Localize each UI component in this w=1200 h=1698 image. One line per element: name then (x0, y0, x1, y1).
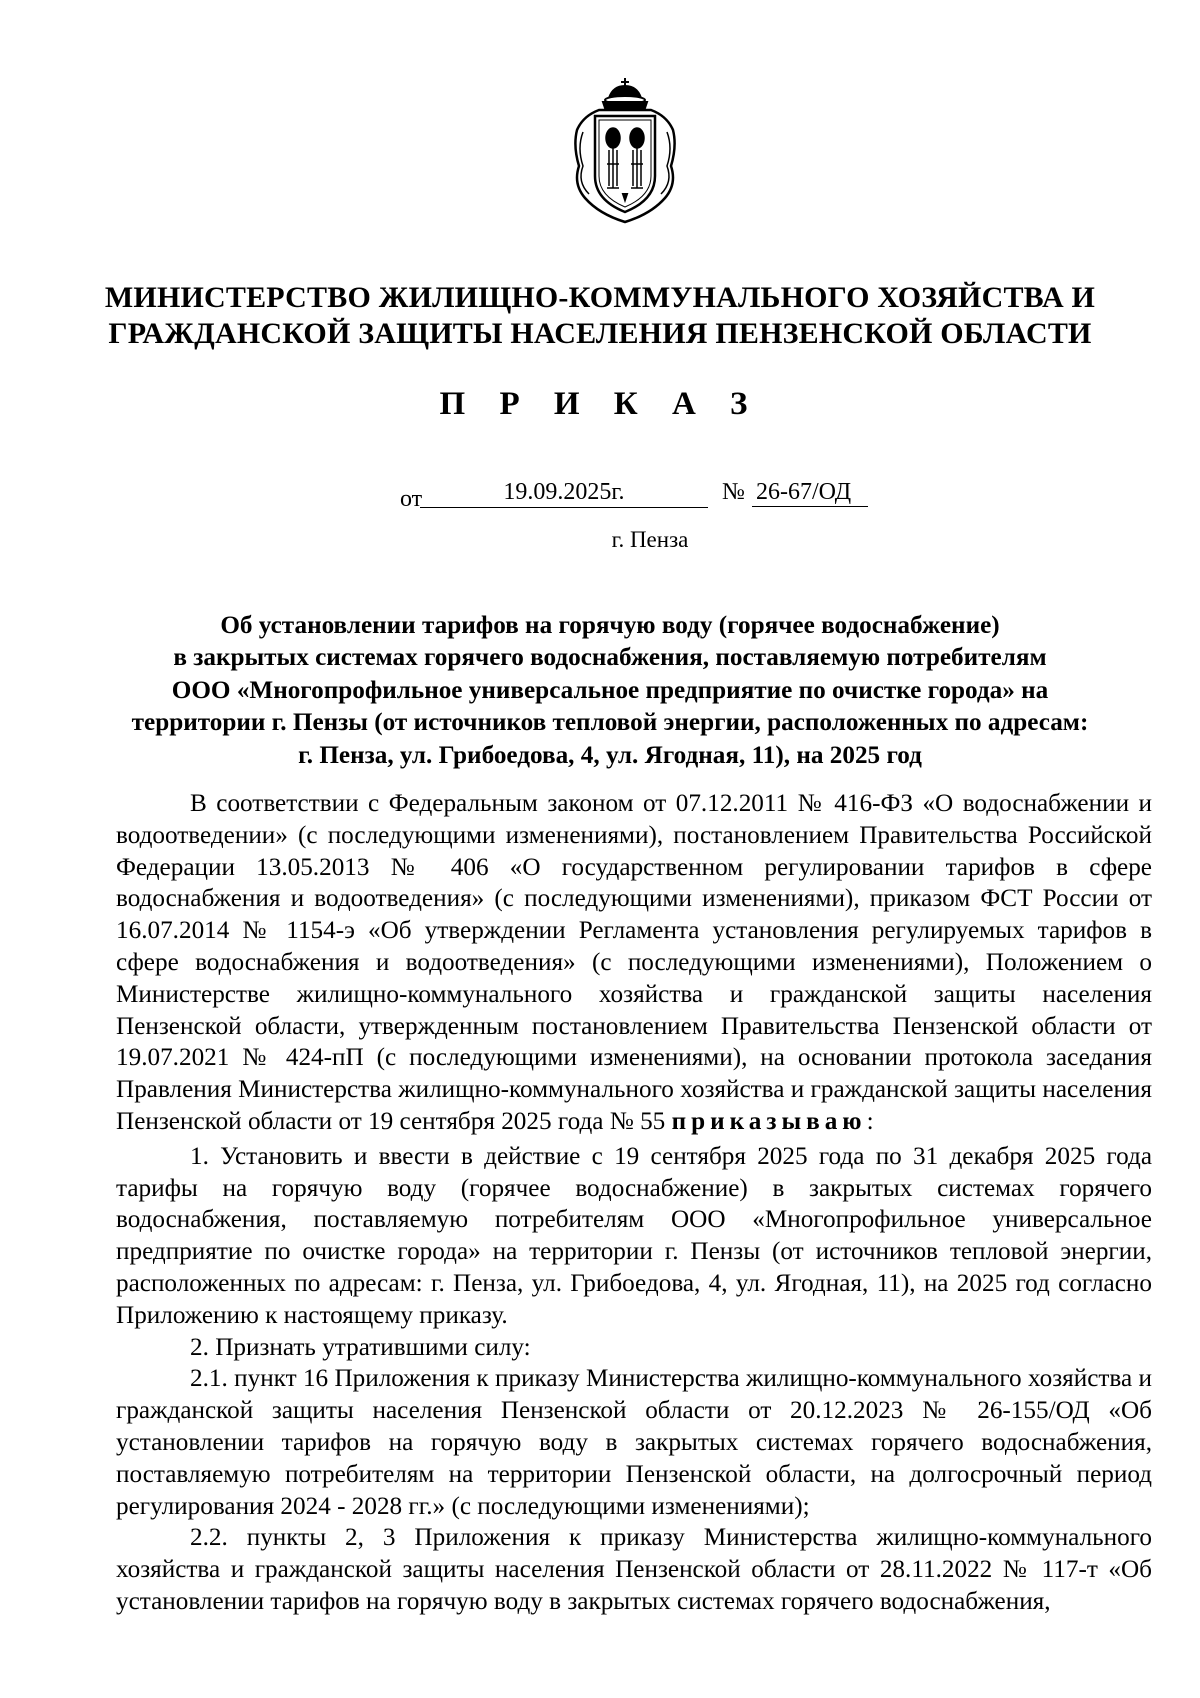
document-type-title: П Р И К А З (439, 386, 761, 422)
subject-line: Об установлении тарифов на горячую воду (горячее водоснабжение) (220, 612, 1000, 639)
subject-line: г. Пенза, ул. Грибоедова, 4, ул. Ягодная, 11), на 2025 год (298, 741, 922, 769)
ministry-name (100, 280, 1100, 352)
ministry-name-line1: МИНИСТЕРСТВО ЖИЛИЩНО-КОММУНАЛЬНОГО ХОЗЯЙСТВА И (104, 281, 1096, 314)
order-number: 26-67/ОД (752, 477, 868, 507)
paragraph-item-2-2: 2.2. пункты 2, 3 Приложения к приказу Министерства жилищно-коммунального хозяйства и гражданской защиты населения Пензенской области от 28.11.2022 № 117-т «Об установлении тарифов на горячую воду в закрытых системах горячего водоснабжения, (116, 1524, 1152, 1615)
preamble-text: В соответствии с Федеральным законом от 07.12.2011 № 416-ФЗ «О водоснабжении и водоотведении» (с последующими изменениями), постановлением Правительства Российской Федерации 13.05.2013 № 406 «О государственном регулировании тарифов в сфере водоснабжения и водоотведения» (с последующими изменениями), приказом ФСТ России от 16.07.2014 № 1154-э «Об утверждении Регламента установления регулируемых тарифов в сфере водоснабжения и водоотведения» (с последующими изменениями), Положением о Министерстве жилищно-коммунального хозяйства и гражданской защиты населения Пензенской области, утвержденным постановлением Правительства Пензенской области от 19.07.2021 № 424-пП (с последующими изменениями), на основании протокола заседания Правления Министерства жилищно-коммунального хозяйства и гражданской защиты населения Пензенской области от 19 сентября 2025 года № 55 (116, 790, 1152, 1135)
city: г. Пенза (611, 527, 689, 552)
subject-line: территории г. Пензы (от источников тепловой энергии, расположенных по адресам: (131, 709, 1089, 737)
order-word: приказываю (671, 1107, 867, 1135)
paragraph-item-2: 2. Признать утратившими силу: (190, 1333, 531, 1361)
preamble-paragraph (116, 788, 1152, 1138)
subject-line: ООО «Многопрофильное универсальное предприятие по очистке города» на (171, 676, 1049, 704)
date-prefix: от (400, 486, 423, 512)
order-body (116, 788, 1152, 1618)
paragraph-item-1: 1. Установить и ввести в действие с 19 сентября 2025 года по 31 декабря 2025 года тарифы на горячую воду (горячее водоснабжение) в закрытых системах горячего водоснабжения, поставляемую потребителям ООО «Многопрофильное универсальное предприятие по очистке города» на территории г. Пензы (от источников тепловой энергии, расположенных по адресам: г. Пенза, ул. Грибоедова, 4, ул. Ягодная, 11), на 2025 год согласно Приложению к настоящему приказу. (116, 1142, 1152, 1329)
ministry-name-line2: ГРАЖДАНСКОЙ ЗАЩИТЫ НАСЕЛЕНИЯ ПЕНЗЕНСКОЙ ОБЛАСТИ (108, 317, 1092, 350)
subject-line: в закрытых системах горячего водоснабжения, поставляемую потребителям (173, 644, 1047, 672)
number-sign: № (722, 479, 745, 505)
order-subject (110, 610, 1110, 772)
coat-of-arms-icon (565, 76, 685, 226)
paragraph-item-2-1: 2.1. пункт 16 Приложения к приказу Министерства жилищно-коммунального хозяйства и гражданской защиты населения Пензенской области от 20.12.2023 № 26-155/ОД «Об установлении тарифов на горячую воду в закрытых системах горячего водоснабжения, поставляемую потребителям на территории Пензенской области, на долгосрочный период регулирования 2024 - 2028 гг.» (с последующими изменениями); (116, 1365, 1152, 1520)
order-colon: : (866, 1107, 874, 1135)
order-date: 19.09.2025г. (420, 477, 708, 508)
